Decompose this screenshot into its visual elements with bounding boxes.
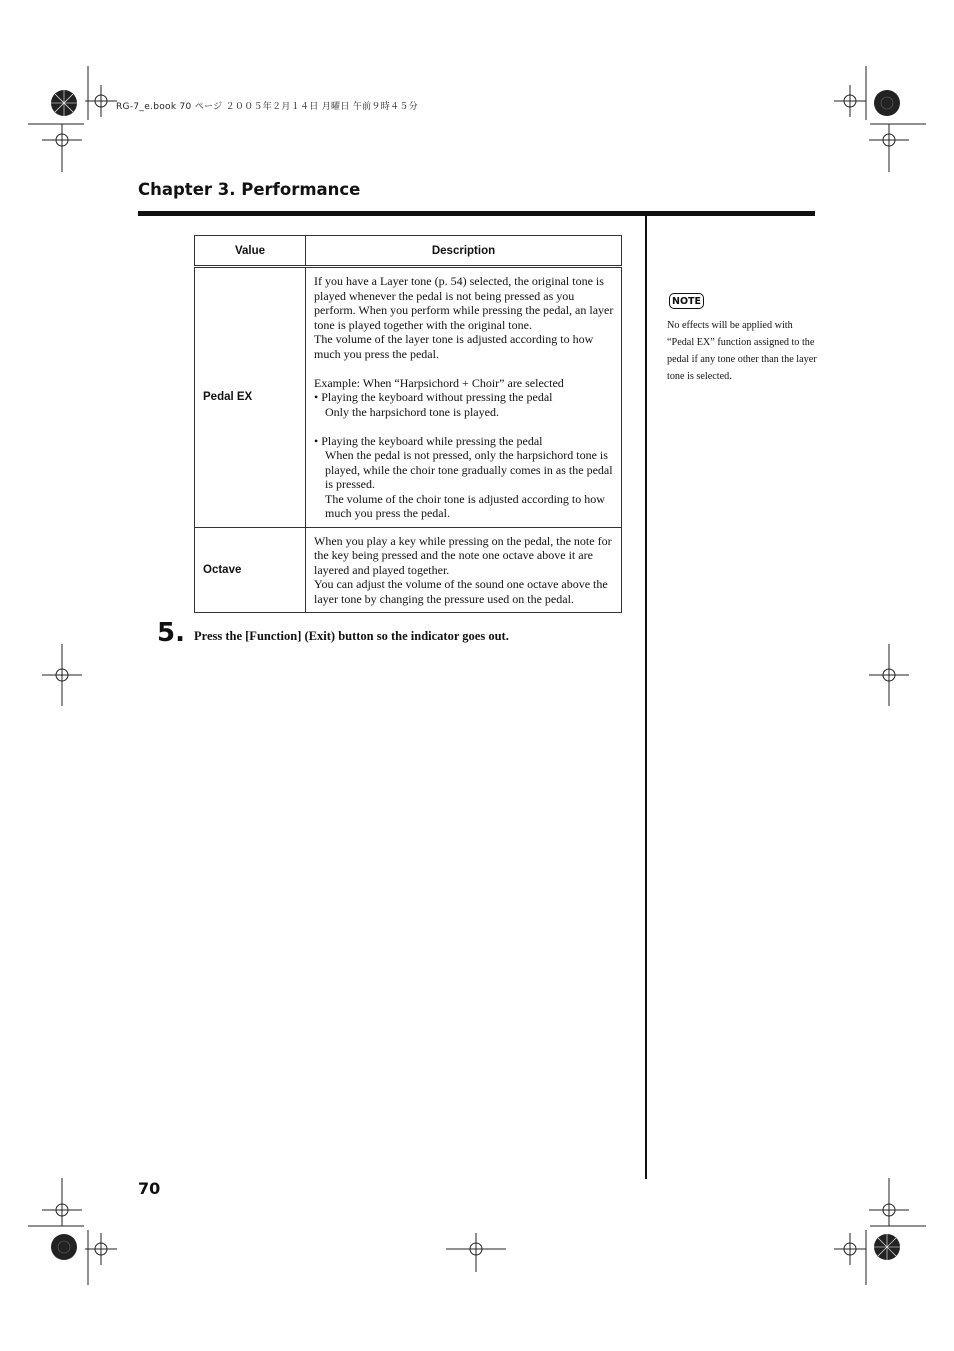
- column-divider: [645, 216, 647, 1179]
- description-cell: [306, 267, 622, 528]
- chapter-title: Chapter 3. Performance: [138, 180, 361, 199]
- column-header-value: Value: [195, 236, 306, 267]
- step-number: 5.: [157, 618, 185, 648]
- page-number: 70: [138, 1179, 161, 1198]
- table-row: [195, 527, 622, 613]
- paragraph: If you have a Layer tone (p. 54) selected, the original tone is played whenever the pedal is not being pressed as you perform. When you perform while pressing the pedal, an layer tone is played together with the original tone.: [314, 274, 614, 332]
- note-text: No effects will be applied with “Pedal EX” function assigned to the pedal if any tone other than the layer tone is selected.: [667, 320, 817, 382]
- table-row: [195, 267, 622, 528]
- value-cell: Pedal EX: [195, 267, 306, 528]
- column-header-description: Description: [306, 236, 622, 267]
- bullet-detail: The volume of the choir tone is adjusted according to how much you press the pedal.: [325, 491, 605, 520]
- table-header-row: [195, 236, 622, 267]
- paragraph: Example: When “Harpsichord + Choir” are selected: [314, 375, 564, 390]
- step-instruction: Press the [Function] (Exit) button so the indicator goes out.: [194, 629, 509, 643]
- paragraph: You can adjust the volume of the sound one octave above the layer tone by changing the pressure used on the pedal.: [314, 577, 608, 606]
- book-info-line: RG-7_e.book 70 ページ ２００５年２月１４日 月曜日 午前９時４５分: [116, 102, 418, 112]
- bullet-detail: When the pedal is not pressed, only the harpsichord tone is played, while the choir tone gradually comes in as the pedal is pressed.: [325, 448, 613, 491]
- description-cell: [306, 527, 622, 613]
- bullet-item: • Playing the keyboard without pressing the pedal: [314, 390, 553, 404]
- parameter-table: [194, 235, 622, 613]
- bullet-item: • Playing the keyboard while pressing the pedal: [314, 433, 543, 448]
- header-rule: [138, 211, 815, 216]
- paragraph: The volume of the layer tone is adjusted according to how much you press the pedal.: [314, 332, 594, 361]
- paragraph: When you play a key while pressing on the pedal, the note for the key being pressed and the note one octave above it are layered and played together.: [314, 533, 612, 577]
- bullet-detail: Only the harpsichord tone is played.: [325, 404, 499, 419]
- note-badge: NOTE: [669, 293, 704, 309]
- value-cell: Octave: [195, 527, 306, 613]
